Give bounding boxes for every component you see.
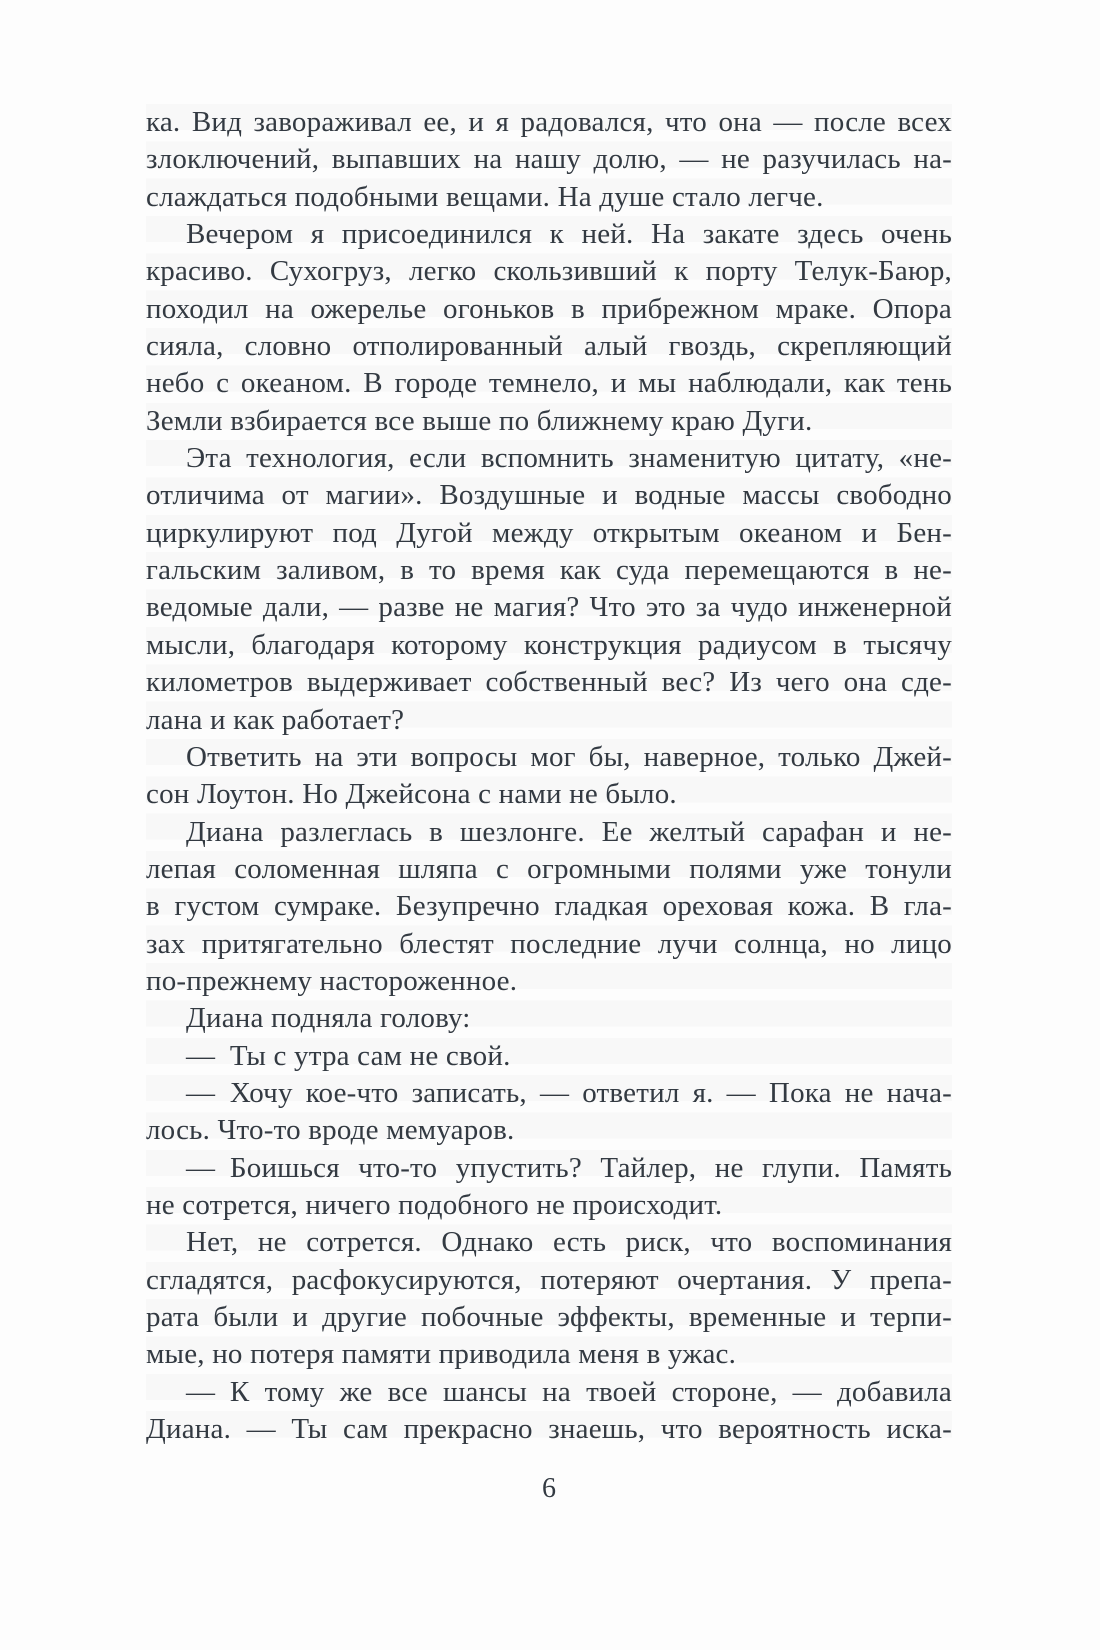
text-line: красиво. Сухогруз, легко скользивший к порту Телук-Баюр, [146, 255, 952, 288]
text-line: ка. Вид завораживал ее, и я радовался, что она — после всех [146, 106, 952, 138]
text-line: циркулируют под Дугой между открытым океаном и Бен- [146, 516, 952, 549]
text-line: небо с океаном. В городе темнело, и мы наблюдали, как тень [146, 367, 952, 400]
text-line: сгладятся, расфокусируются, потеряют очертания. У препа- [146, 1263, 952, 1296]
text-line: — К тому же все шансы на твоей стороне, — добавила [186, 1375, 952, 1408]
text-line: ведомые дали, — разве не магия? Что это за чудо инженерной [146, 591, 952, 624]
text-line: Диана разлеглась в шезлонге. Ее желтый сарафан и не- [186, 815, 952, 848]
text-line: лось. Что-то вроде мемуаров. [146, 1114, 515, 1147]
page-number: 6 [542, 1473, 556, 1504]
text-line: не сотрется, ничего подобного не происходит. [146, 1188, 723, 1221]
text-line: походил на ожерелье огоньков в прибрежном мраке. Опора [146, 292, 952, 325]
text-line: Эта технология, если вспомнить знаменитую цитату, «не- [186, 442, 952, 475]
text-line: Нет, не сотрется. Однако есть риск, что воспоминания [186, 1226, 952, 1259]
text-line: — Хочу кое-что записать, — ответил я. — Пока не нача- [186, 1076, 952, 1109]
text-line: Вечером я присоединился к ней. На закате здесь очень [186, 218, 952, 251]
text-line: Диана подняла голову: [186, 1002, 471, 1035]
text-line: — Боишься что-то упустить? Тайлер, не глупи. Память [186, 1151, 952, 1184]
text-line: в густом сумраке. Безупречно гладкая ореховая кожа. В гла- [146, 890, 952, 923]
text-line: рата были и другие побочные эффекты, временные и терпи- [146, 1301, 952, 1333]
text-line: лепая соломенная шляпа с огромными полями уже тонули [146, 852, 952, 885]
text-line: отличима от магии». Воздушные и водные массы свободно [146, 479, 952, 512]
text-line: гальским заливом, в то время как суда перемещаются в не- [146, 554, 952, 587]
text-line: Ответить на эти вопросы мог бы, наверное, только Джей- [186, 740, 952, 773]
text-line: — Ты с утра сам не свой. [186, 1039, 511, 1072]
text-line: мысли, благодаря которому конструкция радиусом в тысячу [146, 628, 952, 661]
text-line: километров выдерживает собственный вес? Из чего она сде- [146, 666, 952, 699]
text-line: Диана. — Ты сам прекрасно знаешь, что вероятность иска- [146, 1413, 952, 1446]
text-line: мые, но потеря памяти приводила меня в ужас. [146, 1338, 737, 1371]
text-line: зах притягательно блестят последние лучи солнца, но лицо [146, 927, 952, 960]
text-line: сияла, словно отполированный алый гвоздь, скрепляющий [146, 330, 952, 363]
text-line: сон Лоутон. Но Джейсона с нами не было. [146, 778, 677, 811]
text-line: слаждаться подобными вещами. На душе стало легче. [146, 180, 824, 213]
text-line: злоключений, выпавших на нашу долю, — не разучилась на- [146, 143, 952, 176]
text-line: по-прежнему настороженное. [146, 964, 518, 997]
text-line: Земли взбирается все выше по ближнему краю Дуги. [146, 404, 813, 437]
page-text [146, 104, 952, 1448]
text-line: лана и как работает? [146, 703, 405, 736]
